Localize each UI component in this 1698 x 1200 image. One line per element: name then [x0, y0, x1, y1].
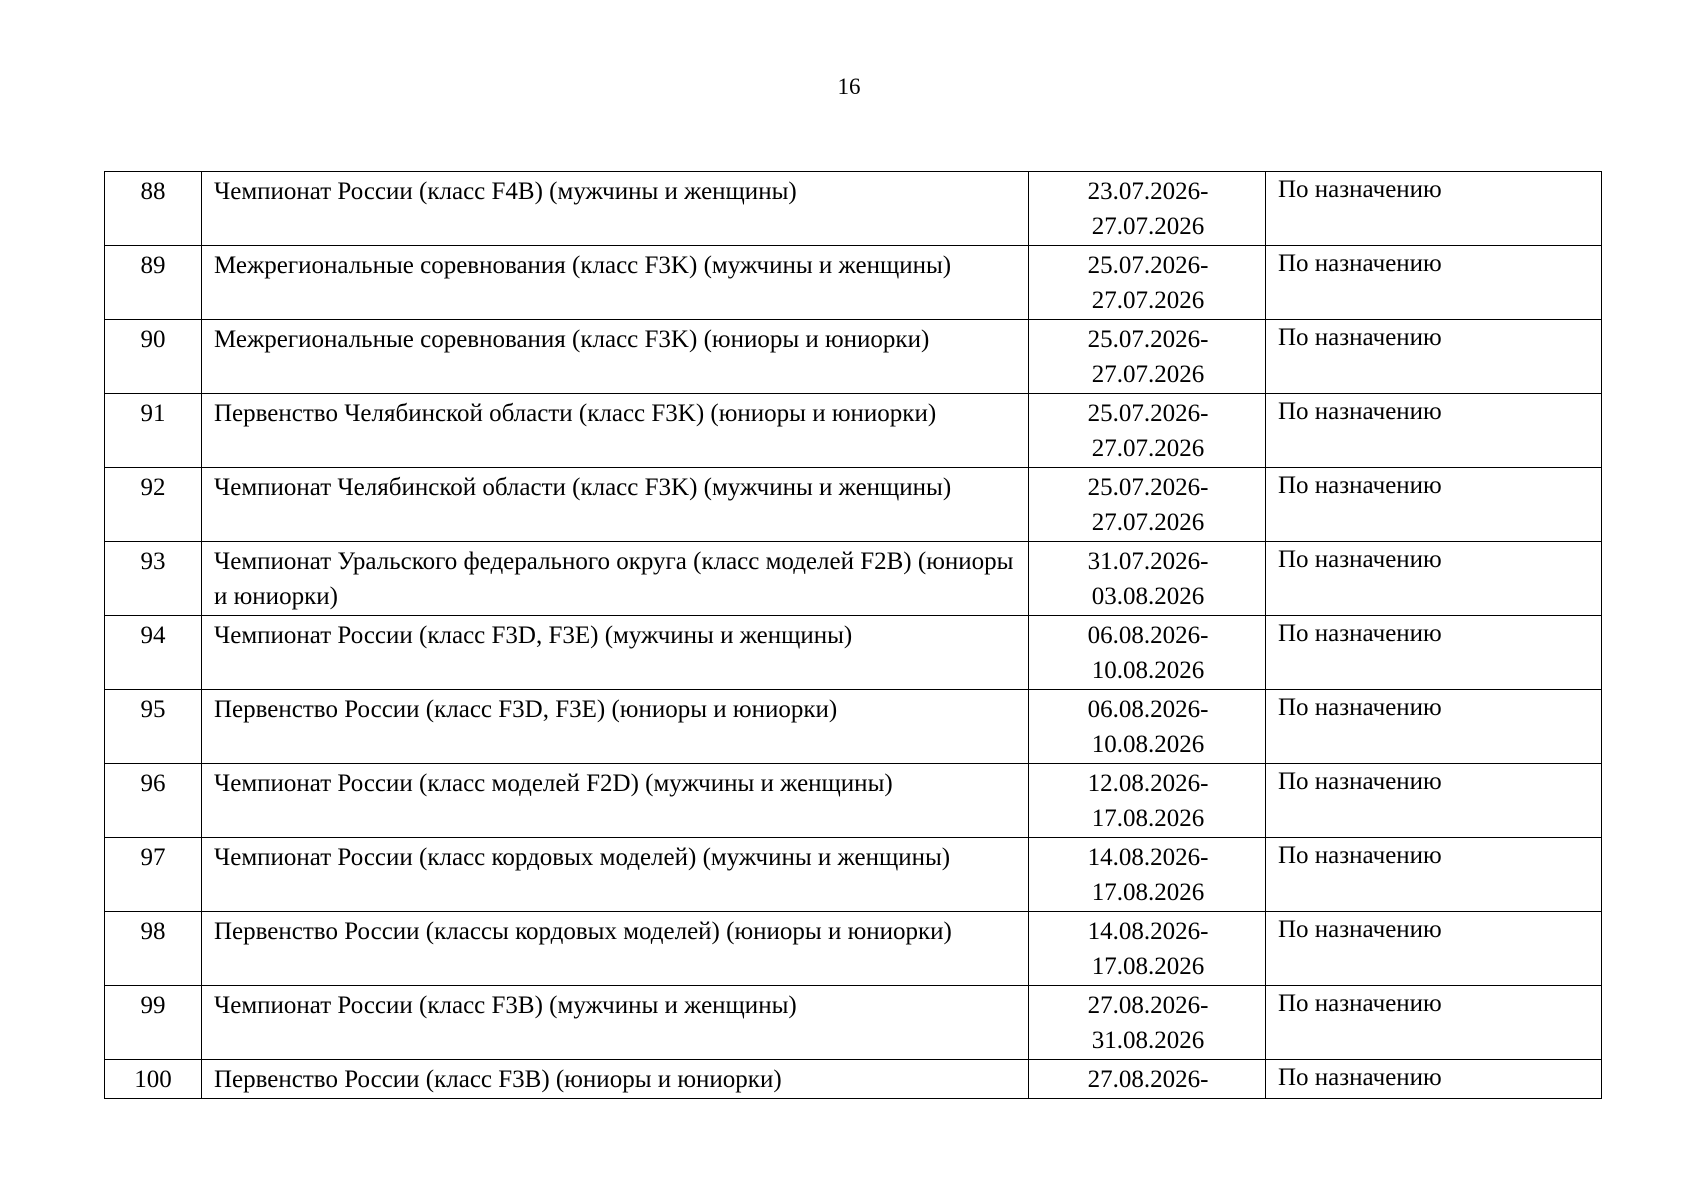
date-end: 27.07.2026 [1091, 287, 1205, 314]
date-end: 27.07.2026 [1091, 509, 1205, 536]
event-place: По назначению [1266, 1060, 1602, 1099]
date-start: 31.07.2026- [1087, 548, 1209, 575]
event-dates [1029, 542, 1266, 616]
date-end: 17.08.2026 [1091, 953, 1205, 980]
table-row [105, 320, 1602, 394]
row-number: 91 [105, 394, 202, 468]
event-place: По назначению [1266, 764, 1602, 838]
table-row [105, 912, 1602, 986]
event-place: По назначению [1266, 690, 1602, 764]
table-row [105, 986, 1602, 1060]
row-number: 96 [105, 764, 202, 838]
event-place: По назначению [1266, 542, 1602, 616]
row-number: 100 [105, 1060, 202, 1099]
event-dates [1029, 912, 1266, 986]
date-end: 27.07.2026 [1091, 435, 1205, 462]
row-number: 99 [105, 986, 202, 1060]
event-name: Чемпионат России (класс моделей F2D) (мужчины и женщины) [202, 764, 1029, 838]
event-place: По назначению [1266, 320, 1602, 394]
event-dates [1029, 468, 1266, 542]
event-name: Первенство России (классы кордовых моделей) (юниоры и юниорки) [202, 912, 1029, 986]
event-name: Первенство России (класс F3B) (юниоры и юниорки) [202, 1060, 1029, 1099]
date-start: 27.08.2026- [1087, 1066, 1209, 1093]
event-dates [1029, 764, 1266, 838]
page-number: 16 [837, 74, 861, 99]
event-place: По назначению [1266, 468, 1602, 542]
table-row [105, 246, 1602, 320]
date-end: 03.08.2026 [1091, 583, 1205, 610]
event-name: Межрегиональные соревнования (класс F3K) (мужчины и женщины) [202, 246, 1029, 320]
event-name: Первенство России (класс F3D, F3E) (юниоры и юниорки) [202, 690, 1029, 764]
event-dates [1029, 172, 1266, 246]
date-start: 06.08.2026- [1087, 696, 1209, 723]
table-row [105, 394, 1602, 468]
event-dates [1029, 1060, 1266, 1099]
event-name: Чемпионат России (класс F3B) (мужчины и женщины) [202, 986, 1029, 1060]
table-row [105, 542, 1602, 616]
table-row [105, 764, 1602, 838]
row-number: 88 [105, 172, 202, 246]
event-name: Межрегиональные соревнования (класс F3K) (юниоры и юниорки) [202, 320, 1029, 394]
event-name: Первенство Челябинской области (класс F3K) (юниоры и юниорки) [202, 394, 1029, 468]
date-start: 25.07.2026- [1087, 252, 1209, 279]
date-end: 31.08.2026 [1091, 1027, 1205, 1054]
table-row [105, 838, 1602, 912]
date-start: 27.08.2026- [1087, 992, 1209, 1019]
row-number: 97 [105, 838, 202, 912]
table-row [105, 690, 1602, 764]
row-number: 95 [105, 690, 202, 764]
event-dates [1029, 690, 1266, 764]
date-start: 14.08.2026- [1087, 844, 1209, 871]
event-place: По назначению [1266, 838, 1602, 912]
date-start: 25.07.2026- [1087, 474, 1209, 501]
row-number: 89 [105, 246, 202, 320]
row-number: 98 [105, 912, 202, 986]
row-number: 92 [105, 468, 202, 542]
event-place: По назначению [1266, 246, 1602, 320]
event-dates [1029, 986, 1266, 1060]
date-start: 25.07.2026- [1087, 326, 1209, 353]
event-dates [1029, 246, 1266, 320]
event-place: По назначению [1266, 912, 1602, 986]
date-end: 10.08.2026 [1091, 657, 1205, 684]
event-name: Чемпионат России (класс F4B) (мужчины и женщины) [202, 172, 1029, 246]
table-row [105, 172, 1602, 246]
row-number: 93 [105, 542, 202, 616]
events-table [104, 171, 1602, 1099]
date-end: 27.07.2026 [1091, 213, 1205, 240]
event-name: Чемпионат Челябинской области (класс F3K) (мужчины и женщины) [202, 468, 1029, 542]
event-place: По назначению [1266, 394, 1602, 468]
date-end: 27.07.2026 [1091, 361, 1205, 388]
date-start: 06.08.2026- [1087, 622, 1209, 649]
date-start: 12.08.2026- [1087, 770, 1209, 797]
date-start: 14.08.2026- [1087, 918, 1209, 945]
event-dates [1029, 616, 1266, 690]
table-row [105, 1060, 1602, 1099]
date-end: 17.08.2026 [1091, 879, 1205, 906]
row-number: 94 [105, 616, 202, 690]
event-name: Чемпионат России (класс F3D, F3E) (мужчины и женщины) [202, 616, 1029, 690]
event-dates [1029, 320, 1266, 394]
event-place: По назначению [1266, 986, 1602, 1060]
date-start: 25.07.2026- [1087, 400, 1209, 427]
event-name: Чемпионат России (класс кордовых моделей) (мужчины и женщины) [202, 838, 1029, 912]
table-row [105, 616, 1602, 690]
date-end: 10.08.2026 [1091, 731, 1205, 758]
event-dates [1029, 838, 1266, 912]
date-end: 17.08.2026 [1091, 805, 1205, 832]
table-row [105, 468, 1602, 542]
event-name: Чемпионат Уральского федерального округа (класс моделей F2B) (юниоры и юниорки) [202, 542, 1029, 616]
event-place: По назначению [1266, 172, 1602, 246]
event-dates [1029, 394, 1266, 468]
row-number: 90 [105, 320, 202, 394]
event-place: По назначению [1266, 616, 1602, 690]
date-start: 23.07.2026- [1087, 178, 1209, 205]
